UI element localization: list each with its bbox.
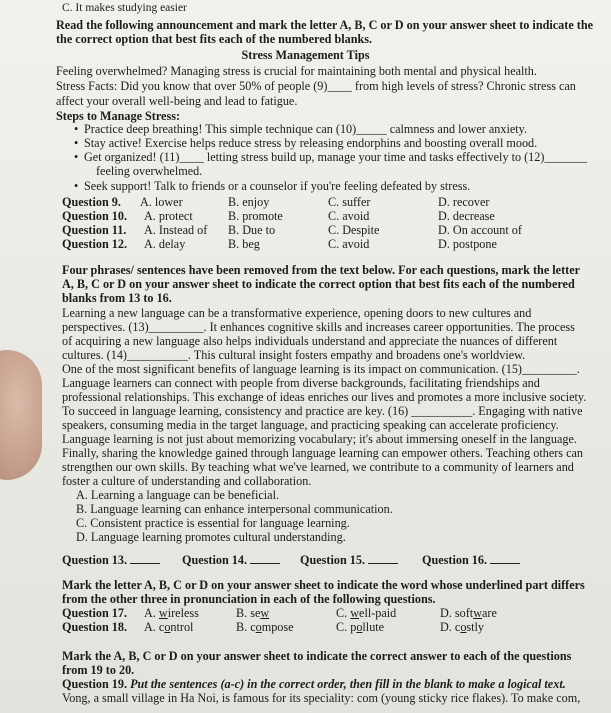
q12-option-b: B. beg (228, 237, 260, 251)
q12-label: Question 12. (62, 237, 128, 251)
q17-option-d: D. software (440, 606, 497, 620)
s1-line-1: Feeling overwhelmed? Managing stress is crucial for maintaining both mental and physical health. (56, 64, 537, 78)
s1-bullet-2: • Stay active! Exercise helps reduce stress by releasing endorphins and boosting overall mood. (84, 136, 537, 150)
s3-instruction-1: Mark the letter A, B, C or D on your answer sheet to indicate the word whose underlined part differs (62, 578, 585, 592)
s1-instruction-2: the correct option that best fits each of the numbered blanks. (56, 32, 373, 46)
passage-line: professional relationships. This exchange of ideas enriches our lives and promotes a more inclusive society. (62, 390, 587, 404)
passage-line: perspectives. (13)_________. It enhances cognitive skills and increases career opportunities. The process (62, 320, 575, 334)
passage-line: One of the most significant benefits of language learning is its impact on communication. (15)_________. (62, 362, 580, 376)
s3-instruction-2: from the other three in pronunciation in each of the following questions. (62, 592, 436, 606)
q11-option-c: C. Despite (328, 223, 380, 237)
passage-line: Language learning is not just about memorizing vocabulary; it's about immersing oneself in the language. (62, 432, 577, 446)
passage-line: Learning a new language can be a transformative experience, opening doors to new cultures and (62, 306, 532, 320)
q9-option-a: A. lower (140, 195, 183, 209)
q17-option-c: C. well-paid (336, 606, 397, 620)
passage-line: speakers, consuming media in the target language, and practicing speaking can accelerate proficiency. (62, 418, 559, 432)
q11-option-d: D. On account of (438, 223, 522, 237)
q18-option-a: A. control (144, 620, 194, 634)
s4-instruction-2: from 19 to 20. (62, 663, 135, 677)
q10-option-a: A. protect (144, 209, 193, 223)
answer-blank (368, 553, 398, 564)
passage-line: Finally, sharing the knowledge gained through language learning can empower others. Teaching others can (62, 446, 584, 460)
q11-option-a: A. Instead of (144, 223, 208, 237)
top-fragment: C. It makes studying easier (62, 2, 187, 14)
q10-label: Question 10. (62, 209, 128, 223)
s1-steps-heading: Steps to Manage Stress: (56, 109, 181, 123)
answer-blank (490, 553, 520, 564)
q9-option-b: B. enjoy (228, 195, 270, 209)
passage-line: cultures. (14)__________. This cultural insight fosters empathy and broadens one's worldview. (62, 348, 526, 362)
q17-label: Question 17. (62, 606, 128, 620)
s2-instruction-2: A, B, C or D on your answer sheet to indicate the correct option that best fits each of the numbered (62, 277, 575, 291)
q9-option-d: D. recover (438, 195, 490, 209)
q18-option-b: B. compose (236, 620, 294, 634)
q19-text: Put the sentences (a-c) in the correct order, then fill in the blank to make a logical text. (130, 677, 566, 691)
q12-option-d: D. postpone (438, 237, 497, 251)
s1-line-2: Stress Facts: Did you know that over 50% of people (9)____ from high levels of stress? Chronic stress can (56, 79, 576, 93)
s2-option-d: D. Language learning promotes cultural understanding. (76, 530, 346, 544)
s1-instruction-1: Read the following announcement and mark the letter A, B, C or D on your answer sheet to indicate the (56, 18, 594, 32)
q12-option-a: A. delay (144, 237, 186, 251)
passage-line: strengthen our own skills. By teaching what we've learned, we contribute to a community of learners and (62, 460, 574, 474)
thumb-photo-artifact (0, 350, 42, 480)
q17-row (62, 606, 497, 620)
s1-bullet-4: • Seek support! Talk to friends or a counselor if you're feeling defeated by stress. (84, 179, 470, 193)
answer-blank (130, 553, 160, 564)
q11-option-b: B. Due to (228, 223, 276, 237)
q12-row (62, 237, 497, 251)
q18-label: Question 18. (62, 620, 128, 634)
s2-option-c: C. Consistent practice is essential for language learning. (76, 516, 350, 530)
q9-label: Question 9. (62, 195, 121, 209)
q17-option-a: A. wireless (144, 606, 199, 620)
answer-q15: Question 15. (300, 553, 398, 567)
q9-row (62, 195, 490, 209)
s4-last-line: Vong, a small village in Ha Noi, is famous for its speciality: com (young sticky rice flakes). To make com, (62, 691, 581, 705)
q18-option-c: C. pollute (336, 620, 385, 634)
passage-line: of acquiring a new language also helps individuals understand and appreciate the nuances of different (62, 334, 558, 348)
q12-option-c: C. avoid (328, 237, 370, 251)
passage-line: foster a culture of understanding and collaboration. (62, 474, 312, 488)
q10-option-c: C. avoid (328, 209, 370, 223)
answer-q13: Question 13. (62, 553, 160, 567)
s1-bullet-3-cont: feeling overwhelmed. (96, 164, 203, 178)
answer-blank (250, 553, 280, 564)
q11-label: Question 11. (62, 223, 127, 237)
s1-title: Stress Management Tips (241, 48, 370, 62)
s1-line-3: affect your overall well-being and lead to fatigue. (56, 94, 298, 108)
s2-instruction-1: Four phrases/ sentences have been removed from the text below. For each questions, mark the letter (62, 263, 581, 277)
s2-option-a: A. Learning a language can be beneficial. (76, 488, 280, 502)
q19-row (62, 677, 566, 691)
passage-line: To succeed in language learning, consistency and practice are key. (16) __________. Engaging with native (62, 404, 583, 418)
s4-instruction-1: Mark the A, B, C or D on your answer sheet to indicate the correct answer to each of the questions (62, 649, 572, 663)
q10-row (62, 209, 495, 223)
s2-option-b: B. Language learning can enhance interpersonal communication. (76, 502, 393, 516)
passage-line: Language learners can connect with people from diverse backgrounds, facilitating friendships and (62, 376, 540, 390)
q18-option-d: D. costly (440, 620, 485, 634)
q19-label: Question 19. (62, 677, 128, 691)
q10-option-b: B. promote (228, 209, 283, 223)
q18-row (62, 620, 485, 634)
q17-option-b: B. sew (236, 606, 270, 620)
q10-option-d: D. decrease (438, 209, 495, 223)
s2-instruction-3: blanks from 13 to 16. (62, 291, 172, 305)
q11-row (62, 223, 522, 237)
answer-q16: Question 16. (422, 553, 520, 567)
answer-q14: Question 14. (182, 553, 280, 567)
q9-option-c: C. suffer (328, 195, 371, 209)
s1-bullet-3: • Get organized! (11)____ letting stress build up, manage your time and tasks effectively to (12)_______ (84, 150, 587, 164)
s1-bullet-1: • Practice deep breathing! This simple technique can (10)_____ calmness and lower anxiety. (84, 122, 527, 136)
